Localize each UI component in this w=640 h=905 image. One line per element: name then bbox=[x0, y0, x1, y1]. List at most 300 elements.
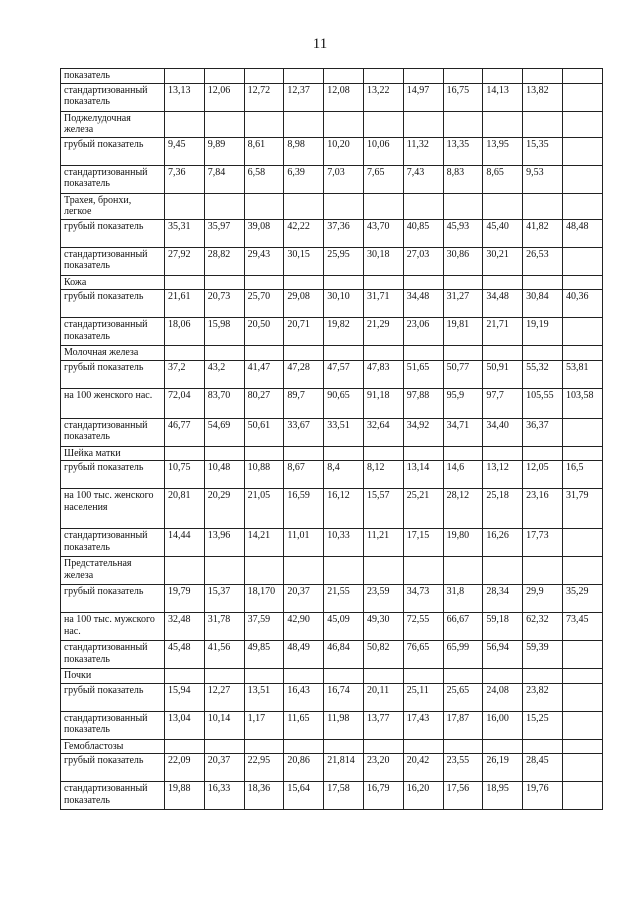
value-cell: 11,65 bbox=[284, 711, 324, 739]
table-row bbox=[61, 461, 603, 489]
row-label: на 100 женского нас. bbox=[61, 388, 165, 418]
value-cell: 47,83 bbox=[363, 360, 403, 388]
value-cell bbox=[523, 446, 563, 461]
value-cell: 31,71 bbox=[363, 290, 403, 318]
value-cell: 73,45 bbox=[562, 613, 602, 641]
value-cell: 105,55 bbox=[523, 388, 563, 418]
value-cell: 13,12 bbox=[483, 461, 523, 489]
value-cell bbox=[562, 165, 602, 193]
value-cell: 91,18 bbox=[363, 388, 403, 418]
value-cell: 12,27 bbox=[204, 683, 244, 711]
value-cell: 20,37 bbox=[204, 754, 244, 782]
value-cell: 8,67 bbox=[284, 461, 324, 489]
value-cell: 72,55 bbox=[403, 613, 443, 641]
value-cell bbox=[483, 557, 523, 585]
table-row bbox=[61, 111, 603, 137]
value-cell bbox=[443, 446, 483, 461]
row-label: на 100 тыс. мужского нас. bbox=[61, 613, 165, 641]
value-cell: 65,99 bbox=[443, 641, 483, 669]
value-cell bbox=[165, 346, 205, 361]
value-cell: 19,81 bbox=[443, 318, 483, 346]
value-cell: 31,79 bbox=[562, 489, 602, 529]
value-cell: 22,09 bbox=[165, 754, 205, 782]
value-cell: 16,5 bbox=[562, 461, 602, 489]
value-cell bbox=[403, 557, 443, 585]
value-cell bbox=[363, 557, 403, 585]
value-cell bbox=[284, 557, 324, 585]
row-label: грубый показатель bbox=[61, 290, 165, 318]
value-cell bbox=[562, 711, 602, 739]
value-cell: 17,73 bbox=[523, 529, 563, 557]
value-cell: 12,06 bbox=[204, 83, 244, 111]
value-cell bbox=[483, 446, 523, 461]
row-label: грубый показатель bbox=[61, 360, 165, 388]
value-cell bbox=[204, 193, 244, 219]
table-row bbox=[61, 557, 603, 585]
value-cell bbox=[443, 346, 483, 361]
value-cell: 35,29 bbox=[562, 585, 602, 613]
row-label: Трахея, бронхи, легкое bbox=[61, 193, 165, 219]
value-cell: 17,87 bbox=[443, 711, 483, 739]
value-cell: 10,75 bbox=[165, 461, 205, 489]
value-cell bbox=[443, 669, 483, 684]
value-cell bbox=[483, 111, 523, 137]
value-cell: 39,08 bbox=[244, 219, 284, 247]
value-cell: 59,39 bbox=[523, 641, 563, 669]
value-cell bbox=[244, 193, 284, 219]
table-row bbox=[61, 669, 603, 684]
value-cell: 20,73 bbox=[204, 290, 244, 318]
value-cell bbox=[562, 137, 602, 165]
value-cell: 13,22 bbox=[363, 83, 403, 111]
value-cell bbox=[284, 346, 324, 361]
value-cell: 14,44 bbox=[165, 529, 205, 557]
value-cell bbox=[284, 669, 324, 684]
value-cell: 50,91 bbox=[483, 360, 523, 388]
value-cell: 83,70 bbox=[204, 388, 244, 418]
value-cell: 30,15 bbox=[284, 247, 324, 275]
table-row bbox=[61, 754, 603, 782]
value-cell bbox=[244, 111, 284, 137]
value-cell: 72,04 bbox=[165, 388, 205, 418]
value-cell: 18,95 bbox=[483, 782, 523, 810]
value-cell bbox=[165, 669, 205, 684]
value-cell: 14,6 bbox=[443, 461, 483, 489]
value-cell: 23,82 bbox=[523, 683, 563, 711]
value-cell: 26,19 bbox=[483, 754, 523, 782]
table-row bbox=[61, 193, 603, 219]
value-cell bbox=[562, 782, 602, 810]
value-cell: 8,65 bbox=[483, 165, 523, 193]
table-row bbox=[61, 318, 603, 346]
value-cell: 8,98 bbox=[284, 137, 324, 165]
value-cell: 25,11 bbox=[403, 683, 443, 711]
incidence-table bbox=[60, 68, 603, 810]
value-cell: 15,64 bbox=[284, 782, 324, 810]
value-cell bbox=[403, 739, 443, 754]
value-cell: 16,20 bbox=[403, 782, 443, 810]
value-cell: 45,40 bbox=[483, 219, 523, 247]
table-row bbox=[61, 585, 603, 613]
value-cell: 13,35 bbox=[443, 137, 483, 165]
value-cell: 33,67 bbox=[284, 418, 324, 446]
value-cell: 34,48 bbox=[403, 290, 443, 318]
value-cell: 12,08 bbox=[324, 83, 364, 111]
value-cell: 30,18 bbox=[363, 247, 403, 275]
value-cell bbox=[204, 557, 244, 585]
value-cell: 13,77 bbox=[363, 711, 403, 739]
value-cell: 20,42 bbox=[403, 754, 443, 782]
value-cell: 45,93 bbox=[443, 219, 483, 247]
value-cell: 32,48 bbox=[165, 613, 205, 641]
value-cell: 42,22 bbox=[284, 219, 324, 247]
value-cell: 24,08 bbox=[483, 683, 523, 711]
value-cell: 15,37 bbox=[204, 585, 244, 613]
value-cell: 17,58 bbox=[324, 782, 364, 810]
value-cell: 21,61 bbox=[165, 290, 205, 318]
value-cell: 21,55 bbox=[324, 585, 364, 613]
row-label: Молочная железа bbox=[61, 346, 165, 361]
value-cell: 21,05 bbox=[244, 489, 284, 529]
value-cell: 19,19 bbox=[523, 318, 563, 346]
value-cell bbox=[363, 739, 403, 754]
row-label: грубый показатель bbox=[61, 219, 165, 247]
value-cell bbox=[562, 739, 602, 754]
value-cell: 9,45 bbox=[165, 137, 205, 165]
value-cell bbox=[562, 641, 602, 669]
value-cell: 7,84 bbox=[204, 165, 244, 193]
value-cell: 48,48 bbox=[562, 219, 602, 247]
table-row bbox=[61, 69, 603, 84]
value-cell: 55,32 bbox=[523, 360, 563, 388]
value-cell: 10,20 bbox=[324, 137, 364, 165]
value-cell: 80,27 bbox=[244, 388, 284, 418]
value-cell: 53,81 bbox=[562, 360, 602, 388]
value-cell: 20,50 bbox=[244, 318, 284, 346]
value-cell: 42,90 bbox=[284, 613, 324, 641]
table-row bbox=[61, 446, 603, 461]
value-cell bbox=[284, 275, 324, 290]
value-cell: 19,82 bbox=[324, 318, 364, 346]
value-cell: 47,57 bbox=[324, 360, 364, 388]
value-cell: 27,92 bbox=[165, 247, 205, 275]
value-cell bbox=[244, 346, 284, 361]
value-cell bbox=[483, 275, 523, 290]
value-cell: 34,40 bbox=[483, 418, 523, 446]
table-row bbox=[61, 782, 603, 810]
value-cell bbox=[523, 739, 563, 754]
value-cell: 16,59 bbox=[284, 489, 324, 529]
value-cell bbox=[443, 193, 483, 219]
table-row bbox=[61, 641, 603, 669]
value-cell bbox=[562, 247, 602, 275]
value-cell bbox=[165, 739, 205, 754]
value-cell: 45,48 bbox=[165, 641, 205, 669]
value-cell bbox=[204, 446, 244, 461]
value-cell bbox=[562, 83, 602, 111]
value-cell: 15,94 bbox=[165, 683, 205, 711]
value-cell: 37,2 bbox=[165, 360, 205, 388]
value-cell: 21,29 bbox=[363, 318, 403, 346]
value-cell: 41,82 bbox=[523, 219, 563, 247]
value-cell: 11,98 bbox=[324, 711, 364, 739]
value-cell bbox=[562, 69, 602, 84]
value-cell bbox=[562, 318, 602, 346]
row-label: показатель bbox=[61, 69, 165, 84]
value-cell: 18,170 bbox=[244, 585, 284, 613]
value-cell bbox=[165, 69, 205, 84]
value-cell: 20,86 bbox=[284, 754, 324, 782]
value-cell: 13,95 bbox=[483, 137, 523, 165]
value-cell bbox=[403, 275, 443, 290]
value-cell bbox=[324, 69, 364, 84]
value-cell: 13,13 bbox=[165, 83, 205, 111]
value-cell: 103,58 bbox=[562, 388, 602, 418]
value-cell: 30,21 bbox=[483, 247, 523, 275]
value-cell bbox=[523, 346, 563, 361]
value-cell bbox=[562, 111, 602, 137]
value-cell bbox=[562, 557, 602, 585]
value-cell bbox=[562, 446, 602, 461]
value-cell: 31,8 bbox=[443, 585, 483, 613]
value-cell bbox=[443, 275, 483, 290]
value-cell: 32,64 bbox=[363, 418, 403, 446]
value-cell bbox=[403, 446, 443, 461]
value-cell: 11,32 bbox=[403, 137, 443, 165]
value-cell: 19,80 bbox=[443, 529, 483, 557]
value-cell bbox=[483, 739, 523, 754]
value-cell: 97,88 bbox=[403, 388, 443, 418]
value-cell bbox=[363, 446, 403, 461]
value-cell: 30,84 bbox=[523, 290, 563, 318]
value-cell bbox=[363, 275, 403, 290]
value-cell: 34,71 bbox=[443, 418, 483, 446]
row-label: Кожа bbox=[61, 275, 165, 290]
table-row bbox=[61, 137, 603, 165]
value-cell: 27,03 bbox=[403, 247, 443, 275]
value-cell: 48,49 bbox=[284, 641, 324, 669]
value-cell bbox=[204, 669, 244, 684]
row-label: стандартизованный показатель bbox=[61, 782, 165, 810]
value-cell bbox=[324, 193, 364, 219]
value-cell: 19,76 bbox=[523, 782, 563, 810]
value-cell bbox=[523, 69, 563, 84]
value-cell bbox=[523, 275, 563, 290]
table-row bbox=[61, 346, 603, 361]
value-cell: 26,53 bbox=[523, 247, 563, 275]
table-row bbox=[61, 683, 603, 711]
value-cell bbox=[483, 346, 523, 361]
value-cell: 13,51 bbox=[244, 683, 284, 711]
value-cell: 21,71 bbox=[483, 318, 523, 346]
value-cell bbox=[363, 69, 403, 84]
value-cell: 16,00 bbox=[483, 711, 523, 739]
row-label: стандартизованный показатель bbox=[61, 318, 165, 346]
value-cell: 23,06 bbox=[403, 318, 443, 346]
value-cell: 95,9 bbox=[443, 388, 483, 418]
value-cell bbox=[562, 346, 602, 361]
value-cell: 34,48 bbox=[483, 290, 523, 318]
value-cell: 17,43 bbox=[403, 711, 443, 739]
value-cell: 43,2 bbox=[204, 360, 244, 388]
value-cell: 40,85 bbox=[403, 219, 443, 247]
value-cell bbox=[165, 446, 205, 461]
value-cell: 29,43 bbox=[244, 247, 284, 275]
row-label: Шейка матки bbox=[61, 446, 165, 461]
value-cell: 12,72 bbox=[244, 83, 284, 111]
value-cell: 35,97 bbox=[204, 219, 244, 247]
value-cell: 13,04 bbox=[165, 711, 205, 739]
value-cell: 15,25 bbox=[523, 711, 563, 739]
value-cell bbox=[443, 111, 483, 137]
value-cell bbox=[284, 69, 324, 84]
value-cell: 22,95 bbox=[244, 754, 284, 782]
row-label: Гемобластозы bbox=[61, 739, 165, 754]
value-cell bbox=[483, 69, 523, 84]
value-cell bbox=[244, 557, 284, 585]
value-cell: 23,59 bbox=[363, 585, 403, 613]
value-cell bbox=[363, 193, 403, 219]
value-cell: 18,36 bbox=[244, 782, 284, 810]
value-cell: 25,70 bbox=[244, 290, 284, 318]
value-cell bbox=[165, 275, 205, 290]
value-cell: 20,71 bbox=[284, 318, 324, 346]
row-label: грубый показатель bbox=[61, 461, 165, 489]
value-cell bbox=[562, 418, 602, 446]
value-cell: 12,37 bbox=[284, 83, 324, 111]
row-label: на 100 тыс. женского населения bbox=[61, 489, 165, 529]
value-cell: 7,65 bbox=[363, 165, 403, 193]
value-cell: 7,43 bbox=[403, 165, 443, 193]
value-cell: 25,65 bbox=[443, 683, 483, 711]
row-label: стандартизованный показатель bbox=[61, 711, 165, 739]
value-cell bbox=[284, 193, 324, 219]
value-cell: 16,74 bbox=[324, 683, 364, 711]
value-cell bbox=[244, 446, 284, 461]
value-cell bbox=[403, 111, 443, 137]
value-cell: 8,4 bbox=[324, 461, 364, 489]
value-cell: 46,77 bbox=[165, 418, 205, 446]
value-cell: 46,84 bbox=[324, 641, 364, 669]
value-cell: 8,12 bbox=[363, 461, 403, 489]
value-cell bbox=[165, 557, 205, 585]
table-row bbox=[61, 275, 603, 290]
value-cell: 25,95 bbox=[324, 247, 364, 275]
table-row bbox=[61, 360, 603, 388]
value-cell: 6,58 bbox=[244, 165, 284, 193]
value-cell: 8,61 bbox=[244, 137, 284, 165]
value-cell: 14,97 bbox=[403, 83, 443, 111]
value-cell bbox=[244, 69, 284, 84]
row-label: Предстательная железа bbox=[61, 557, 165, 585]
value-cell: 7,36 bbox=[165, 165, 205, 193]
value-cell bbox=[324, 346, 364, 361]
value-cell: 10,06 bbox=[363, 137, 403, 165]
value-cell: 45,09 bbox=[324, 613, 364, 641]
value-cell: 28,82 bbox=[204, 247, 244, 275]
value-cell: 28,45 bbox=[523, 754, 563, 782]
value-cell: 56,94 bbox=[483, 641, 523, 669]
value-cell: 34,73 bbox=[403, 585, 443, 613]
value-cell: 90,65 bbox=[324, 388, 364, 418]
row-label: стандартизованный показатель bbox=[61, 165, 165, 193]
value-cell: 17,56 bbox=[443, 782, 483, 810]
value-cell: 18,06 bbox=[165, 318, 205, 346]
value-cell bbox=[363, 111, 403, 137]
value-cell: 29,08 bbox=[284, 290, 324, 318]
row-label: грубый показатель bbox=[61, 754, 165, 782]
value-cell bbox=[403, 346, 443, 361]
row-label: стандартизованный показатель bbox=[61, 83, 165, 111]
value-cell: 25,18 bbox=[483, 489, 523, 529]
value-cell: 30,10 bbox=[324, 290, 364, 318]
value-cell: 9,53 bbox=[523, 165, 563, 193]
value-cell: 10,33 bbox=[324, 529, 364, 557]
row-label: грубый показатель bbox=[61, 137, 165, 165]
value-cell bbox=[284, 111, 324, 137]
value-cell bbox=[562, 683, 602, 711]
value-cell: 21,814 bbox=[324, 754, 364, 782]
row-label: стандартизованный показатель bbox=[61, 418, 165, 446]
value-cell: 15,98 bbox=[204, 318, 244, 346]
value-cell bbox=[244, 275, 284, 290]
value-cell: 11,21 bbox=[363, 529, 403, 557]
value-cell: 34,92 bbox=[403, 418, 443, 446]
value-cell: 29,9 bbox=[523, 585, 563, 613]
value-cell: 16,75 bbox=[443, 83, 483, 111]
value-cell bbox=[244, 739, 284, 754]
value-cell bbox=[324, 557, 364, 585]
value-cell bbox=[403, 69, 443, 84]
value-cell bbox=[204, 111, 244, 137]
table-row bbox=[61, 165, 603, 193]
value-cell: 17,15 bbox=[403, 529, 443, 557]
value-cell: 31,27 bbox=[443, 290, 483, 318]
value-cell: 36,37 bbox=[523, 418, 563, 446]
value-cell bbox=[204, 739, 244, 754]
value-cell: 20,11 bbox=[363, 683, 403, 711]
row-label: стандартизованный показатель bbox=[61, 529, 165, 557]
table-row bbox=[61, 418, 603, 446]
value-cell bbox=[483, 669, 523, 684]
value-cell: 10,88 bbox=[244, 461, 284, 489]
value-cell: 16,26 bbox=[483, 529, 523, 557]
value-cell: 28,34 bbox=[483, 585, 523, 613]
value-cell bbox=[523, 193, 563, 219]
value-cell bbox=[165, 193, 205, 219]
value-cell: 43,70 bbox=[363, 219, 403, 247]
value-cell: 16,43 bbox=[284, 683, 324, 711]
value-cell: 31,78 bbox=[204, 613, 244, 641]
value-cell bbox=[443, 557, 483, 585]
value-cell bbox=[562, 529, 602, 557]
value-cell: 15,57 bbox=[363, 489, 403, 529]
value-cell bbox=[165, 111, 205, 137]
value-cell bbox=[523, 557, 563, 585]
value-cell: 13,82 bbox=[523, 83, 563, 111]
row-label: Поджелудочная железа bbox=[61, 111, 165, 137]
value-cell: 50,77 bbox=[443, 360, 483, 388]
value-cell bbox=[403, 669, 443, 684]
row-label: стандартизованный показатель bbox=[61, 641, 165, 669]
value-cell: 37,36 bbox=[324, 219, 364, 247]
value-cell: 33,51 bbox=[324, 418, 364, 446]
value-cell bbox=[324, 275, 364, 290]
value-cell bbox=[284, 739, 324, 754]
value-cell: 37,59 bbox=[244, 613, 284, 641]
row-label: грубый показатель bbox=[61, 585, 165, 613]
table-row bbox=[61, 613, 603, 641]
